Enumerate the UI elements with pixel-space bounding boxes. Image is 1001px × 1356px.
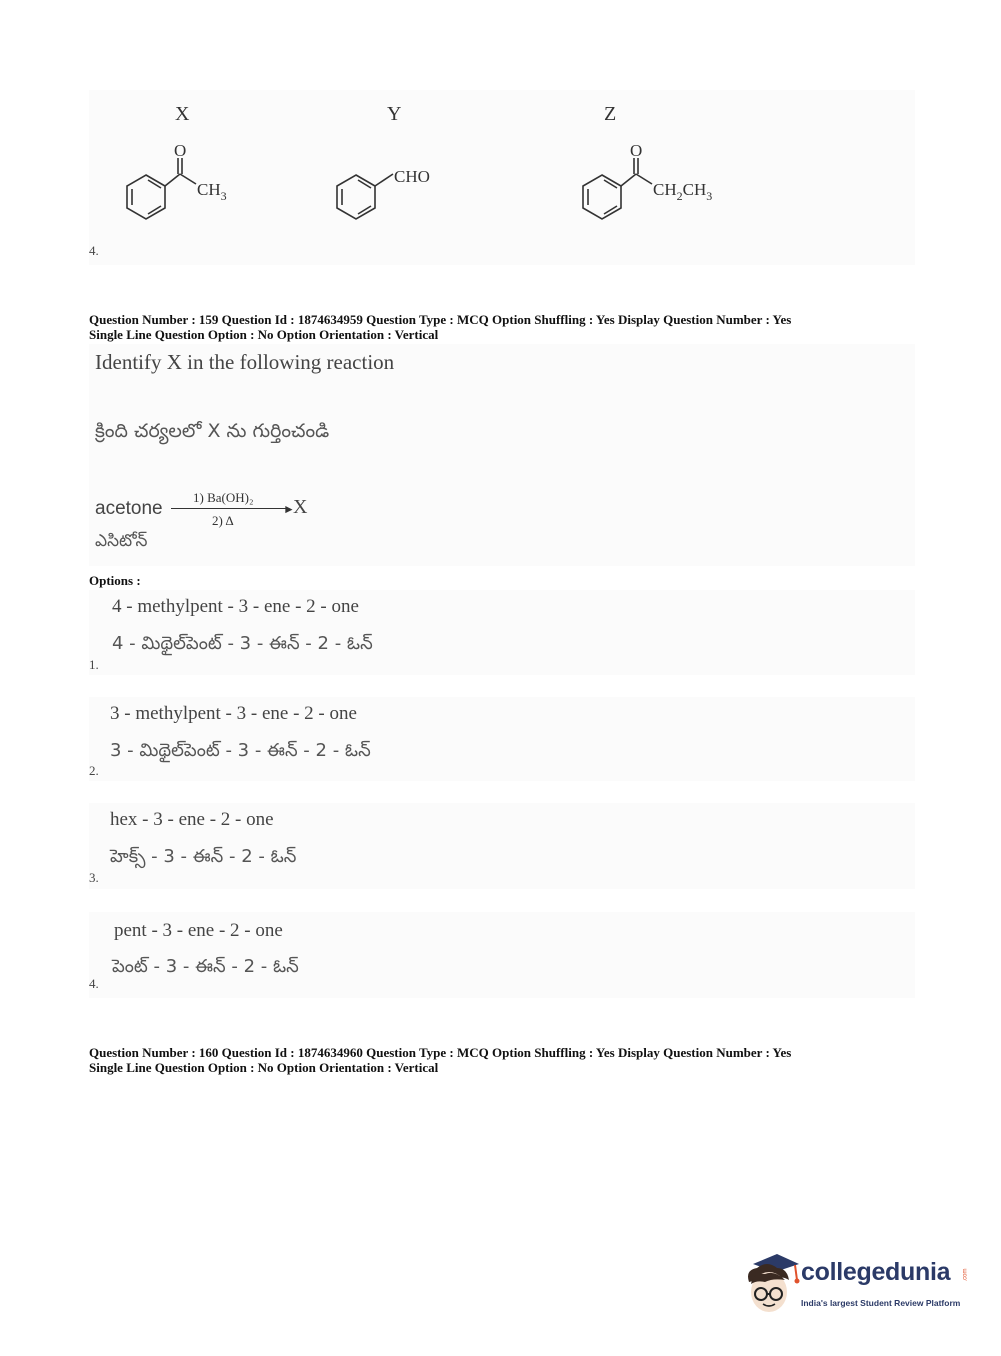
q159-meta-line2: Single Line Question Option : No Option Orientation : Vertical <box>89 326 439 342</box>
option-1-text-te: 4 - మిథైల్‌పెంట్ - 3 - ఈన్ - 2 - ఓన్ <box>112 633 373 654</box>
mascot-icon <box>743 1250 803 1320</box>
question-text-te: క్రింది చర్యలలో X ను గుర్తించండి <box>95 420 330 442</box>
option-2-text-en: 3 - methylpent - 3 - ene - 2 - one <box>110 703 357 724</box>
q160-meta-line2: Single Line Question Option : No Option Orientation : Vertical <box>89 1059 439 1075</box>
q159-meta <box>89 313 919 342</box>
logo-tagline: India's largest Student Review Platform <box>801 1298 961 1308</box>
svg-text:CHO: CHO <box>394 167 430 186</box>
collegedunia-logo <box>743 1250 973 1320</box>
previous-option-number: 4. <box>89 243 99 258</box>
option-3-number[interactable]: 3. <box>89 870 99 885</box>
svg-text:O: O <box>174 141 187 160</box>
product-x: X <box>293 496 308 518</box>
step-2-heat: 2) Δ <box>212 513 234 528</box>
q160-meta <box>89 1046 919 1075</box>
reaction-scheme <box>95 488 325 528</box>
option-3-text-en: hex - 3 - ene - 2 - one <box>110 809 274 830</box>
structure-label-y: Y <box>387 103 402 125</box>
option-2-text-te: 3 - మిథైల్‌పెంట్ - 3 - ఈన్ - 2 - ఓన్ <box>110 740 371 761</box>
option-1-number[interactable]: 1. <box>89 657 99 672</box>
option-4-text-en: pent - 3 - ene - 2 - one <box>114 920 283 941</box>
step-1-reagent: 1) Ba(OH)₂ <box>193 490 254 505</box>
option-3-text-te: హెక్స్ - 3 - ఈన్ - 2 - ఓన్ <box>110 846 297 867</box>
logo-suffix: .com <box>962 1268 969 1282</box>
question-text-en: Identify X in the following reaction <box>95 350 395 374</box>
structure-x-acetophenone <box>118 140 248 230</box>
option-2-number[interactable]: 2. <box>89 763 99 778</box>
structure-label-z: Z <box>604 103 617 125</box>
reactant-acetone-te: ఎసిటోన్ <box>95 531 148 551</box>
svg-text:O: O <box>630 141 643 160</box>
svg-text:CH2CH3: $CH_2CH_3$ <box>653 180 713 203</box>
q159-meta-line1: Question Number : 159 Question Id : 1874634959 Question Type : MCQ Option Shuffling : Yes Display Question Number : Yes <box>89 312 792 327</box>
q160-meta-line1: Question Number : 160 Question Id : 1874634960 Question Type : MCQ Option Shuffling : Yes Display Question Number : Yes <box>89 1045 792 1060</box>
svg-text:CH3: $CH_3$ <box>197 180 227 203</box>
structure-z-propiophenone <box>574 140 744 230</box>
reaction-arrow <box>171 508 289 509</box>
structure-y-benzaldehyde <box>328 140 458 230</box>
options-label: Options : <box>89 573 141 588</box>
question-image <box>89 344 915 566</box>
option-4-text-te: పెంట్ - 3 - ఈన్ - 2 - ఓన్ <box>112 956 299 977</box>
structure-label-x: X <box>175 103 190 125</box>
reactant-acetone: acetone <box>95 498 163 519</box>
option-1-text-en: 4 - methylpent - 3 - ene - 2 - one <box>112 596 359 617</box>
option-4-number[interactable]: 4. <box>89 976 99 991</box>
logo-wordmark: collegedunia <box>801 1258 951 1286</box>
arrow-head: ► <box>283 502 295 516</box>
